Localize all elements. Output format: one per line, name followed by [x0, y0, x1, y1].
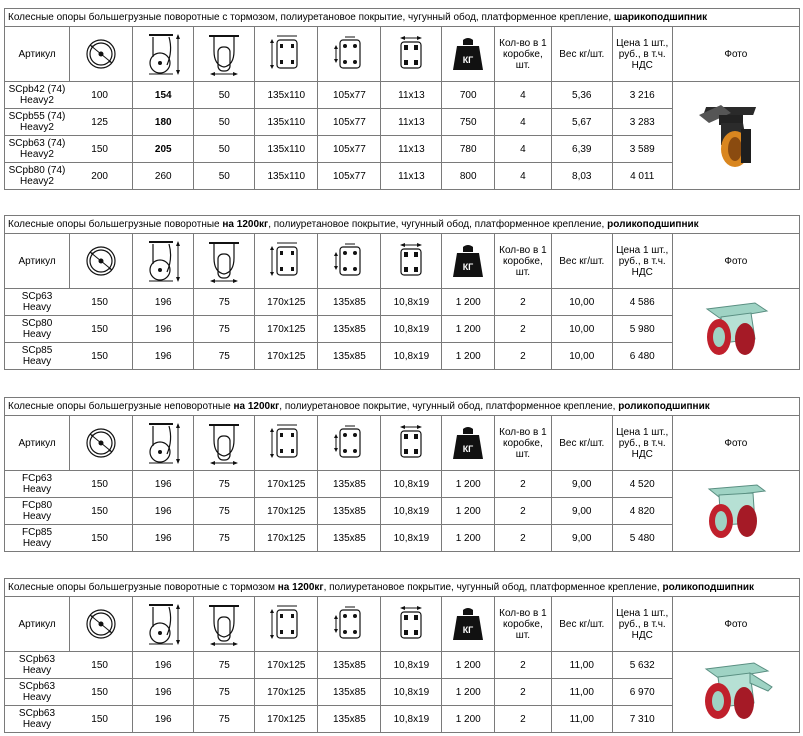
product-section — [4, 578, 800, 733]
caster-height: 196 — [133, 316, 194, 343]
caster-height-icon — [133, 601, 193, 647]
hole-spacing: 135x85 — [318, 316, 381, 343]
unit-price: 6 480 — [612, 343, 672, 370]
wheel-diameter: 100 — [91, 89, 108, 101]
wheel-diameter-icon — [70, 604, 132, 644]
caster-height-icon — [133, 31, 193, 77]
article-code: SCpb63 Heavy — [18, 654, 56, 676]
header-photo: Фото — [672, 234, 799, 289]
section-title-bold: роликоподшипник — [662, 582, 755, 593]
header-photo: Фото — [672, 597, 799, 652]
wheel-width: 50 — [194, 82, 255, 109]
bolt-hole: 11x13 — [381, 82, 442, 109]
unit-weight: 9,00 — [551, 471, 612, 498]
header-price: Цена 1 шт., руб., в т.ч. НДС — [612, 27, 672, 82]
box-quantity: 4 — [495, 82, 552, 109]
box-quantity: 4 — [495, 136, 552, 163]
article-code: SCp85 Heavy — [21, 345, 53, 367]
wheel-diameter: 150 — [91, 143, 108, 155]
caster-height: 196 — [133, 289, 194, 316]
header-weight: Вес кг/шт. — [551, 234, 612, 289]
bolt-hole: 11x13 — [381, 136, 442, 163]
bolt-hole: 10,8x19 — [381, 471, 442, 498]
plate-size: 170x125 — [255, 289, 318, 316]
plate-size: 170x125 — [255, 679, 318, 706]
article-code: SCpb42 (74) Heavy2 — [8, 84, 66, 106]
load-capacity: 750 — [442, 109, 495, 136]
unit-price: 4 520 — [612, 471, 672, 498]
hole-spacing-icon — [318, 241, 380, 281]
section-title-bold: роликоподшипник — [607, 219, 699, 230]
unit-price: 5 980 — [612, 316, 672, 343]
load-capacity: 1 200 — [442, 316, 495, 343]
hole-spacing: 105x77 — [318, 136, 381, 163]
box-quantity: 2 — [495, 498, 552, 525]
caster-height: 154 — [133, 82, 194, 109]
bolt-hole-icon — [381, 423, 441, 463]
load-icon-text: КГ — [462, 262, 474, 272]
wheel-diameter: 150 — [91, 686, 108, 698]
table-row — [5, 289, 800, 316]
table-row — [5, 471, 800, 498]
hole-spacing: 105x77 — [318, 109, 381, 136]
unit-weight: 6,39 — [551, 136, 612, 163]
load-capacity: 1 200 — [442, 525, 495, 552]
bolt-hole: 10,8x19 — [381, 343, 442, 370]
header-weight: Вес кг/шт. — [551, 27, 612, 82]
wheel-diameter-icon — [70, 241, 132, 281]
plate-size: 135x110 — [255, 136, 318, 163]
plate-size: 170x125 — [255, 471, 318, 498]
article-code: FCp80 Heavy — [21, 500, 52, 522]
bolt-hole: 10,8x19 — [381, 498, 442, 525]
header-price: Цена 1 шт., руб., в т.ч. НДС — [612, 597, 672, 652]
wheel-diameter: 200 — [91, 170, 108, 182]
section-title — [4, 215, 800, 233]
hole-spacing: 135x85 — [318, 679, 381, 706]
load-icon-text: КГ — [462, 625, 474, 635]
article-code: SCpb80 (74) Heavy2 — [8, 165, 66, 187]
bolt-hole: 10,8x19 — [381, 706, 442, 733]
unit-weight: 10,00 — [551, 316, 612, 343]
wheel-width: 75 — [194, 471, 255, 498]
section-title-text: , полиуретановое покрытие, чугунный обод, платформенное крепление, — [323, 582, 663, 593]
article-code: FCp85 Heavy — [21, 527, 52, 549]
unit-weight: 5,67 — [551, 109, 612, 136]
unit-weight: 9,00 — [551, 498, 612, 525]
load-weight-icon — [442, 36, 494, 72]
load-capacity: 800 — [442, 163, 495, 190]
caster-height: 196 — [133, 471, 194, 498]
caster-height: 196 — [133, 652, 194, 679]
hole-spacing: 135x85 — [318, 525, 381, 552]
plate-size: 135x110 — [255, 163, 318, 190]
box-quantity: 2 — [495, 316, 552, 343]
header-weight: Вес кг/шт. — [551, 416, 612, 471]
plate-size: 170x125 — [255, 498, 318, 525]
load-capacity: 780 — [442, 136, 495, 163]
wheel-width: 75 — [194, 316, 255, 343]
caster-height-icon — [133, 238, 193, 284]
product-photo — [673, 481, 799, 541]
section-title-text: Колесные опоры большегрузные неповоротные — [8, 401, 234, 412]
hole-spacing: 135x85 — [318, 706, 381, 733]
bolt-hole-icon — [381, 34, 441, 74]
wheel-diameter: 150 — [91, 478, 108, 490]
wheel-diameter: 150 — [91, 532, 108, 544]
wheel-width: 75 — [194, 525, 255, 552]
plate-size: 170x125 — [255, 706, 318, 733]
article-code: SCpb63 (74) Heavy2 — [8, 138, 66, 160]
bolt-hole: 10,8x19 — [381, 679, 442, 706]
unit-price: 3 283 — [612, 109, 672, 136]
section-title-bold: на 1200кг — [233, 401, 280, 412]
wheel-diameter-icon — [70, 423, 132, 463]
box-quantity: 2 — [495, 706, 552, 733]
table-row — [5, 652, 800, 679]
article-code: SCp63 Heavy — [21, 291, 53, 313]
unit-price: 3 589 — [612, 136, 672, 163]
load-capacity: 1 200 — [442, 289, 495, 316]
article-code: SCp80 Heavy — [21, 318, 53, 340]
load-weight-icon — [442, 243, 494, 279]
unit-weight: 8,03 — [551, 163, 612, 190]
plate-size: 135x110 — [255, 82, 318, 109]
wheel-width-icon — [194, 601, 254, 647]
wheel-width: 50 — [194, 163, 255, 190]
wheel-width: 50 — [194, 136, 255, 163]
caster-height: 196 — [133, 679, 194, 706]
plate-size-icon — [255, 34, 317, 74]
plate-size: 170x125 — [255, 652, 318, 679]
product-section — [4, 8, 800, 190]
wheel-width: 75 — [194, 706, 255, 733]
load-capacity: 1 200 — [442, 706, 495, 733]
section-title-text: , полиуретановое покрытие, чугунный обод, платформенное крепление, — [268, 219, 608, 230]
plate-size: 135x110 — [255, 109, 318, 136]
load-capacity: 1 200 — [442, 652, 495, 679]
wheel-width: 75 — [194, 343, 255, 370]
unit-price: 6 970 — [612, 679, 672, 706]
unit-price: 5 632 — [612, 652, 672, 679]
wheel-diameter-icon — [70, 34, 132, 74]
box-quantity: 2 — [495, 652, 552, 679]
wheel-width: 50 — [194, 109, 255, 136]
header-photo: Фото — [672, 27, 799, 82]
hole-spacing: 135x85 — [318, 471, 381, 498]
bolt-hole: 10,8x19 — [381, 316, 442, 343]
hole-spacing-icon — [318, 604, 380, 644]
load-weight-icon — [442, 606, 494, 642]
bolt-hole: 10,8x19 — [381, 525, 442, 552]
header-qty: Кол-во в 1 коробке, шт. — [495, 597, 552, 652]
unit-price: 3 216 — [612, 82, 672, 109]
wheel-diameter: 125 — [91, 116, 108, 128]
product-photo — [673, 659, 799, 725]
section-title-bold: шарикоподшипник — [613, 12, 708, 23]
article-code: FCp63 Heavy — [21, 473, 52, 495]
load-capacity: 1 200 — [442, 679, 495, 706]
unit-weight: 11,00 — [551, 652, 612, 679]
caster-height: 260 — [133, 163, 194, 190]
header-article: Артикул — [5, 416, 70, 471]
hole-spacing: 105x77 — [318, 82, 381, 109]
unit-price: 4 011 — [612, 163, 672, 190]
header-price: Цена 1 шт., руб., в т.ч. НДС — [612, 234, 672, 289]
article-code: SCpb55 (74) Heavy2 — [8, 111, 66, 133]
caster-height: 196 — [133, 706, 194, 733]
bolt-hole: 10,8x19 — [381, 652, 442, 679]
hole-spacing: 135x85 — [318, 343, 381, 370]
header-article: Артикул — [5, 234, 70, 289]
product-section — [4, 215, 800, 370]
table-row — [5, 82, 800, 109]
wheel-width-icon — [194, 31, 254, 77]
unit-weight: 11,00 — [551, 706, 612, 733]
section-title-text: , полиуретановое покрытие, чугунный обод, платформенное крепление, — [279, 401, 619, 412]
unit-weight: 11,00 — [551, 679, 612, 706]
header-photo: Фото — [672, 416, 799, 471]
plate-size-icon — [255, 604, 317, 644]
caster-height: 196 — [133, 525, 194, 552]
bolt-hole-icon — [381, 241, 441, 281]
wheel-width-icon — [194, 238, 254, 284]
article-code: SCpb63 Heavy — [18, 708, 56, 730]
product-table — [4, 26, 800, 190]
bolt-hole: 11x13 — [381, 163, 442, 190]
product-table — [4, 596, 800, 733]
product-table — [4, 233, 800, 370]
wheel-width: 75 — [194, 652, 255, 679]
wheel-diameter: 150 — [91, 505, 108, 517]
unit-weight: 10,00 — [551, 289, 612, 316]
section-title-text: Колесные опоры большегрузные поворотные с тормозом — [8, 582, 278, 593]
unit-weight: 9,00 — [551, 525, 612, 552]
section-title-bold: роликоподшипник — [618, 401, 710, 412]
load-icon-text: КГ — [462, 444, 474, 454]
load-weight-icon — [442, 425, 494, 461]
box-quantity: 2 — [495, 525, 552, 552]
header-weight: Вес кг/шт. — [551, 597, 612, 652]
load-capacity: 1 200 — [442, 343, 495, 370]
hole-spacing: 135x85 — [318, 289, 381, 316]
bolt-hole: 10,8x19 — [381, 289, 442, 316]
load-capacity: 700 — [442, 82, 495, 109]
caster-height: 180 — [133, 109, 194, 136]
unit-price: 4 586 — [612, 289, 672, 316]
wheel-width: 75 — [194, 289, 255, 316]
wheel-diameter: 150 — [91, 350, 108, 362]
caster-height: 205 — [133, 136, 194, 163]
hole-spacing: 105x77 — [318, 163, 381, 190]
bolt-hole: 11x13 — [381, 109, 442, 136]
unit-weight: 10,00 — [551, 343, 612, 370]
load-icon-text: КГ — [462, 55, 474, 65]
plate-size: 170x125 — [255, 525, 318, 552]
box-quantity: 2 — [495, 679, 552, 706]
box-quantity: 2 — [495, 289, 552, 316]
section-title-bold: на 1200кг — [277, 582, 324, 593]
plate-size-icon — [255, 423, 317, 463]
hole-spacing: 135x85 — [318, 652, 381, 679]
section-title-text: Колесные опоры большегрузные поворотные с тормозом, полиуретановое покрытие, чугунный обод, платформенное крепление, — [8, 12, 614, 23]
caster-height: 196 — [133, 343, 194, 370]
product-photo — [673, 99, 799, 173]
section-title — [4, 578, 800, 596]
plate-size: 170x125 — [255, 343, 318, 370]
hole-spacing: 135x85 — [318, 498, 381, 525]
unit-price: 7 310 — [612, 706, 672, 733]
wheel-diameter: 150 — [91, 659, 108, 671]
box-quantity: 4 — [495, 109, 552, 136]
wheel-diameter: 150 — [91, 323, 108, 335]
product-photo — [673, 299, 799, 359]
header-article: Артикул — [5, 597, 70, 652]
wheel-diameter: 150 — [91, 713, 108, 725]
hole-spacing-icon — [318, 423, 380, 463]
box-quantity: 2 — [495, 343, 552, 370]
header-qty: Кол-во в 1 коробке, шт. — [495, 416, 552, 471]
unit-weight: 5,36 — [551, 82, 612, 109]
wheel-diameter: 150 — [91, 296, 108, 308]
section-title-text: Колесные опоры большегрузные поворотные — [8, 219, 223, 230]
header-price: Цена 1 шт., руб., в т.ч. НДС — [612, 416, 672, 471]
section-title — [4, 8, 800, 26]
section-title — [4, 397, 800, 415]
header-qty: Кол-во в 1 коробке, шт. — [495, 27, 552, 82]
header-qty: Кол-во в 1 коробке, шт. — [495, 234, 552, 289]
bolt-hole-icon — [381, 604, 441, 644]
box-quantity: 2 — [495, 471, 552, 498]
hole-spacing-icon — [318, 34, 380, 74]
caster-height: 196 — [133, 498, 194, 525]
header-article: Артикул — [5, 27, 70, 82]
wheel-width: 75 — [194, 679, 255, 706]
box-quantity: 4 — [495, 163, 552, 190]
caster-height-icon — [133, 420, 193, 466]
article-code: SCpb63 Heavy — [18, 681, 56, 703]
product-section — [4, 397, 800, 552]
unit-price: 5 480 — [612, 525, 672, 552]
wheel-width: 75 — [194, 498, 255, 525]
section-title-bold: на 1200кг — [222, 219, 269, 230]
plate-size: 170x125 — [255, 316, 318, 343]
unit-price: 4 820 — [612, 498, 672, 525]
product-table — [4, 415, 800, 552]
wheel-width-icon — [194, 420, 254, 466]
load-capacity: 1 200 — [442, 471, 495, 498]
load-capacity: 1 200 — [442, 498, 495, 525]
plate-size-icon — [255, 241, 317, 281]
